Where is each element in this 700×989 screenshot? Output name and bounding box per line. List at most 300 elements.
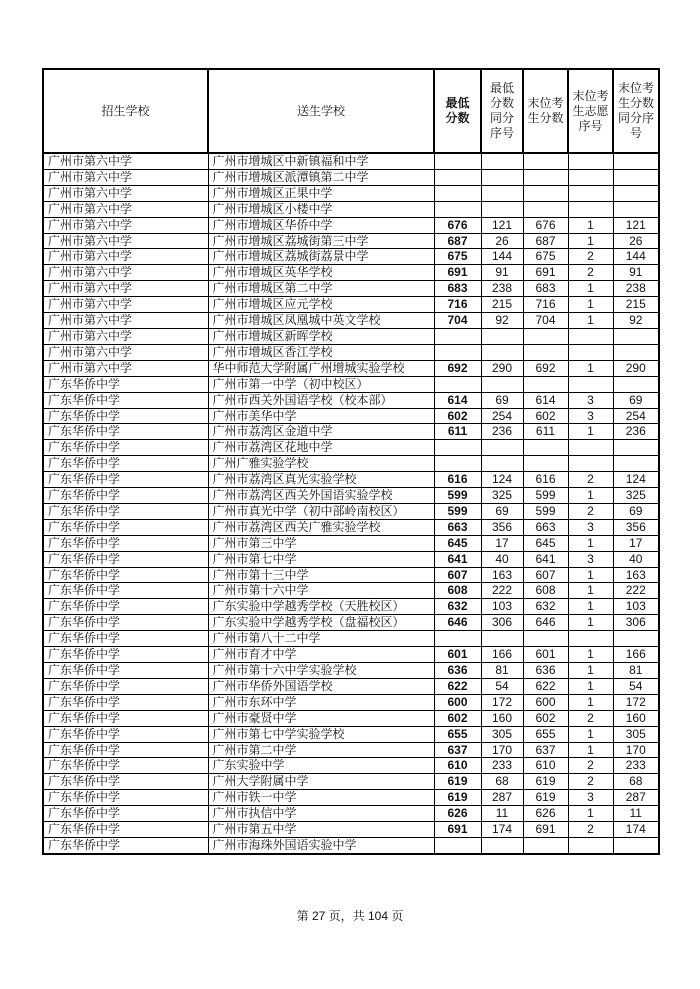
- table-row: [43, 344, 659, 360]
- sending-school-cell: 广州市增城区中新镇福和中学: [208, 153, 434, 169]
- last-candidate-score-tie-seq-cell: 92: [613, 313, 659, 329]
- min-score-cell: [434, 456, 481, 472]
- sending-school-cell: 广东实验中学: [208, 758, 434, 774]
- recruiting-school-cell: 广东华侨中学: [43, 392, 208, 408]
- min-score-cell: [434, 440, 481, 456]
- last-candidate-score-cell: 602: [523, 408, 568, 424]
- last-candidate-choice-seq-cell: [568, 376, 613, 392]
- last-candidate-score-cell: 626: [523, 806, 568, 822]
- last-candidate-score-cell: 646: [523, 615, 568, 631]
- last-candidate-choice-seq-cell: [568, 169, 613, 185]
- table-row: [43, 217, 659, 233]
- last-candidate-choice-seq-cell: 1: [568, 694, 613, 710]
- last-candidate-choice-seq-cell: [568, 153, 613, 169]
- last-candidate-score-tie-seq-cell: 11: [613, 806, 659, 822]
- last-candidate-score-tie-seq-cell: [613, 376, 659, 392]
- min-score-tie-seq-cell: 325: [481, 488, 523, 504]
- min-score-cell: 611: [434, 424, 481, 440]
- last-candidate-score-cell: [523, 153, 568, 169]
- last-candidate-score-cell: 619: [523, 774, 568, 790]
- min-score-cell: [434, 837, 481, 853]
- table-row: [43, 185, 659, 201]
- min-score-cell: 600: [434, 694, 481, 710]
- table-row: [43, 392, 659, 408]
- sending-school-cell: 广州市增城区荔城街荔景中学: [208, 249, 434, 265]
- header-min-score-tie-seq: 最低分数同分序号: [481, 69, 523, 153]
- last-candidate-score-cell: 641: [523, 551, 568, 567]
- last-candidate-score-tie-seq-cell: 103: [613, 599, 659, 615]
- min-score-tie-seq-cell: 91: [481, 265, 523, 281]
- last-candidate-score-tie-seq-cell: [613, 328, 659, 344]
- table-row: [43, 488, 659, 504]
- table-row: [43, 424, 659, 440]
- sending-school-cell: 广州市真光中学（初中部岭南校区）: [208, 503, 434, 519]
- table-row: [43, 360, 659, 376]
- min-score-cell: 646: [434, 615, 481, 631]
- min-score-cell: 716: [434, 297, 481, 313]
- recruiting-school-cell: 广州市第六中学: [43, 233, 208, 249]
- last-candidate-score-cell: 599: [523, 488, 568, 504]
- sending-school-cell: 广州市第十三中学: [208, 567, 434, 583]
- min-score-cell: 616: [434, 472, 481, 488]
- admission-score-table: [42, 68, 660, 855]
- recruiting-school-cell: 广东华侨中学: [43, 551, 208, 567]
- recruiting-school-cell: 广东华侨中学: [43, 806, 208, 822]
- min-score-tie-seq-cell: 236: [481, 424, 523, 440]
- last-candidate-score-tie-seq-cell: 124: [613, 472, 659, 488]
- min-score-cell: 607: [434, 567, 481, 583]
- last-candidate-choice-seq-cell: 2: [568, 472, 613, 488]
- last-candidate-choice-seq-cell: 1: [568, 297, 613, 313]
- last-candidate-choice-seq-cell: 1: [568, 233, 613, 249]
- recruiting-school-cell: 广东华侨中学: [43, 488, 208, 504]
- min-score-cell: 645: [434, 535, 481, 551]
- recruiting-school-cell: 广州市第六中学: [43, 265, 208, 281]
- last-candidate-choice-seq-cell: 1: [568, 281, 613, 297]
- recruiting-school-cell: 广东华侨中学: [43, 726, 208, 742]
- last-candidate-score-cell: 637: [523, 742, 568, 758]
- header-last-candidate-score: 末位考生分数: [523, 69, 568, 153]
- last-candidate-choice-seq-cell: 1: [568, 647, 613, 663]
- min-score-cell: 622: [434, 678, 481, 694]
- min-score-tie-seq-cell: 124: [481, 472, 523, 488]
- last-candidate-score-tie-seq-cell: 236: [613, 424, 659, 440]
- last-candidate-choice-seq-cell: 2: [568, 710, 613, 726]
- min-score-tie-seq-cell: [481, 344, 523, 360]
- table-row: [43, 281, 659, 297]
- last-candidate-choice-seq-cell: 1: [568, 535, 613, 551]
- min-score-tie-seq-cell: 356: [481, 519, 523, 535]
- table-row: [43, 297, 659, 313]
- min-score-cell: 599: [434, 503, 481, 519]
- min-score-cell: 655: [434, 726, 481, 742]
- recruiting-school-cell: 广州市第六中学: [43, 281, 208, 297]
- recruiting-school-cell: 广州市第六中学: [43, 297, 208, 313]
- last-candidate-score-cell: 692: [523, 360, 568, 376]
- last-candidate-score-cell: 616: [523, 472, 568, 488]
- last-candidate-score-tie-seq-cell: [613, 201, 659, 217]
- min-score-tie-seq-cell: 68: [481, 774, 523, 790]
- table-row: [43, 663, 659, 679]
- sending-school-cell: 广州市荔湾区西关外国语实验学校: [208, 488, 434, 504]
- last-candidate-score-cell: 704: [523, 313, 568, 329]
- min-score-cell: 691: [434, 265, 481, 281]
- table-row: [43, 249, 659, 265]
- recruiting-school-cell: 广东华侨中学: [43, 456, 208, 472]
- recruiting-school-cell: 广东华侨中学: [43, 837, 208, 853]
- min-score-tie-seq-cell: 103: [481, 599, 523, 615]
- min-score-tie-seq-cell: 81: [481, 663, 523, 679]
- table-row: [43, 790, 659, 806]
- last-candidate-score-cell: 716: [523, 297, 568, 313]
- sending-school-cell: 广州市增城区香江学校: [208, 344, 434, 360]
- table-row: [43, 456, 659, 472]
- table-header: [43, 69, 659, 153]
- min-score-cell: [434, 328, 481, 344]
- last-candidate-score-tie-seq-cell: 215: [613, 297, 659, 313]
- min-score-tie-seq-cell: 290: [481, 360, 523, 376]
- min-score-cell: 637: [434, 742, 481, 758]
- last-candidate-choice-seq-cell: [568, 201, 613, 217]
- last-candidate-score-tie-seq-cell: 306: [613, 615, 659, 631]
- table-row: [43, 503, 659, 519]
- last-candidate-score-tie-seq-cell: 233: [613, 758, 659, 774]
- last-candidate-choice-seq-cell: 2: [568, 265, 613, 281]
- last-candidate-score-cell: 632: [523, 599, 568, 615]
- min-score-cell: 601: [434, 647, 481, 663]
- min-score-tie-seq-cell: [481, 376, 523, 392]
- min-score-cell: 602: [434, 710, 481, 726]
- last-candidate-score-cell: 676: [523, 217, 568, 233]
- last-candidate-score-tie-seq-cell: 174: [613, 822, 659, 838]
- recruiting-school-cell: 广州市第六中学: [43, 360, 208, 376]
- sending-school-cell: 广州市铁一中学: [208, 790, 434, 806]
- last-candidate-score-tie-seq-cell: [613, 631, 659, 647]
- min-score-tie-seq-cell: [481, 456, 523, 472]
- last-candidate-score-tie-seq-cell: 54: [613, 678, 659, 694]
- min-score-tie-seq-cell: 305: [481, 726, 523, 742]
- sending-school-cell: 华中师范大学附属广州增城实验学校: [208, 360, 434, 376]
- last-candidate-choice-seq-cell: [568, 837, 613, 853]
- header-last-candidate-choice-seq: 末位考生志愿序号: [568, 69, 613, 153]
- min-score-cell: [434, 201, 481, 217]
- min-score-tie-seq-cell: [481, 837, 523, 853]
- recruiting-school-cell: 广东华侨中学: [43, 710, 208, 726]
- table-row: [43, 806, 659, 822]
- min-score-cell: 619: [434, 774, 481, 790]
- last-candidate-choice-seq-cell: 1: [568, 806, 613, 822]
- last-candidate-score-tie-seq-cell: 305: [613, 726, 659, 742]
- table-row: [43, 678, 659, 694]
- recruiting-school-cell: 广东华侨中学: [43, 408, 208, 424]
- min-score-cell: 691: [434, 822, 481, 838]
- recruiting-school-cell: 广东华侨中学: [43, 694, 208, 710]
- last-candidate-choice-seq-cell: 3: [568, 392, 613, 408]
- min-score-tie-seq-cell: [481, 185, 523, 201]
- min-score-cell: 599: [434, 488, 481, 504]
- last-candidate-choice-seq-cell: 1: [568, 678, 613, 694]
- min-score-cell: 614: [434, 392, 481, 408]
- min-score-tie-seq-cell: [481, 153, 523, 169]
- min-score-tie-seq-cell: 40: [481, 551, 523, 567]
- last-candidate-choice-seq-cell: [568, 344, 613, 360]
- recruiting-school-cell: 广州市第六中学: [43, 344, 208, 360]
- last-candidate-score-tie-seq-cell: 170: [613, 742, 659, 758]
- min-score-cell: 619: [434, 790, 481, 806]
- min-score-tie-seq-cell: 222: [481, 583, 523, 599]
- last-candidate-score-cell: [523, 185, 568, 201]
- last-candidate-score-cell: 691: [523, 822, 568, 838]
- min-score-tie-seq-cell: 215: [481, 297, 523, 313]
- table-row: [43, 599, 659, 615]
- last-candidate-score-cell: [523, 328, 568, 344]
- sending-school-cell: 广州市华侨外国语学校: [208, 678, 434, 694]
- min-score-cell: [434, 344, 481, 360]
- min-score-cell: 608: [434, 583, 481, 599]
- last-candidate-score-tie-seq-cell: 160: [613, 710, 659, 726]
- recruiting-school-cell: 广东华侨中学: [43, 647, 208, 663]
- last-candidate-score-cell: 675: [523, 249, 568, 265]
- min-score-tie-seq-cell: [481, 169, 523, 185]
- recruiting-school-cell: 广东华侨中学: [43, 790, 208, 806]
- min-score-tie-seq-cell: 92: [481, 313, 523, 329]
- min-score-tie-seq-cell: 254: [481, 408, 523, 424]
- table-row: [43, 631, 659, 647]
- table-row: [43, 694, 659, 710]
- recruiting-school-cell: 广州市第六中学: [43, 217, 208, 233]
- last-candidate-choice-seq-cell: 3: [568, 519, 613, 535]
- header-min-score: 最低分数: [434, 69, 481, 153]
- min-score-tie-seq-cell: 306: [481, 615, 523, 631]
- last-candidate-score-cell: 683: [523, 281, 568, 297]
- recruiting-school-cell: 广州市第六中学: [43, 201, 208, 217]
- sending-school-cell: 广州大学附属中学: [208, 774, 434, 790]
- min-score-cell: [434, 376, 481, 392]
- recruiting-school-cell: 广东华侨中学: [43, 822, 208, 838]
- last-candidate-score-tie-seq-cell: 17: [613, 535, 659, 551]
- min-score-tie-seq-cell: 233: [481, 758, 523, 774]
- min-score-tie-seq-cell: [481, 440, 523, 456]
- table-row: [43, 774, 659, 790]
- min-score-tie-seq-cell: [481, 201, 523, 217]
- sending-school-cell: 广州市荔湾区西关广雅实验学校: [208, 519, 434, 535]
- sending-school-cell: 广州市西关外国语学校（校本部）: [208, 392, 434, 408]
- last-candidate-score-tie-seq-cell: 238: [613, 281, 659, 297]
- sending-school-cell: 广州市海珠外国语实验中学: [208, 837, 434, 853]
- header-row: [43, 69, 659, 153]
- recruiting-school-cell: 广东华侨中学: [43, 663, 208, 679]
- last-candidate-score-tie-seq-cell: 222: [613, 583, 659, 599]
- last-candidate-choice-seq-cell: 3: [568, 790, 613, 806]
- table-row: [43, 153, 659, 169]
- sending-school-cell: 广州广雅实验学校: [208, 456, 434, 472]
- sending-school-cell: 广州市第五中学: [208, 822, 434, 838]
- last-candidate-score-tie-seq-cell: [613, 344, 659, 360]
- min-score-tie-seq-cell: 170: [481, 742, 523, 758]
- table-row: [43, 758, 659, 774]
- last-candidate-score-cell: 608: [523, 583, 568, 599]
- table-row: [43, 519, 659, 535]
- table-row: [43, 440, 659, 456]
- sending-school-cell: 广州市第十六中学: [208, 583, 434, 599]
- last-candidate-score-tie-seq-cell: 144: [613, 249, 659, 265]
- recruiting-school-cell: 广东华侨中学: [43, 758, 208, 774]
- min-score-tie-seq-cell: 172: [481, 694, 523, 710]
- table-row: [43, 647, 659, 663]
- last-candidate-score-tie-seq-cell: [613, 169, 659, 185]
- min-score-tie-seq-cell: 174: [481, 822, 523, 838]
- last-candidate-choice-seq-cell: [568, 328, 613, 344]
- last-candidate-score-tie-seq-cell: [613, 185, 659, 201]
- sending-school-cell: 广州市育才中学: [208, 647, 434, 663]
- table-row: [43, 726, 659, 742]
- min-score-cell: 692: [434, 360, 481, 376]
- recruiting-school-cell: 广东华侨中学: [43, 376, 208, 392]
- sending-school-cell: 广州市第七中学: [208, 551, 434, 567]
- last-candidate-choice-seq-cell: 3: [568, 551, 613, 567]
- sending-school-cell: 广州市第三中学: [208, 535, 434, 551]
- sending-school-cell: 广州市增城区荔城街第三中学: [208, 233, 434, 249]
- table-row: [43, 201, 659, 217]
- min-score-cell: [434, 185, 481, 201]
- table-row: [43, 233, 659, 249]
- page-number-footer: 第 27 页，共 104 页: [296, 909, 404, 923]
- table-body: [43, 153, 659, 854]
- last-candidate-score-cell: 602: [523, 710, 568, 726]
- last-candidate-score-cell: [523, 344, 568, 360]
- min-score-tie-seq-cell: 121: [481, 217, 523, 233]
- sending-school-cell: 广州市第八十二中学: [208, 631, 434, 647]
- table-row: [43, 408, 659, 424]
- last-candidate-score-cell: 622: [523, 678, 568, 694]
- last-candidate-score-tie-seq-cell: 163: [613, 567, 659, 583]
- recruiting-school-cell: 广东华侨中学: [43, 472, 208, 488]
- min-score-cell: 704: [434, 313, 481, 329]
- min-score-cell: [434, 169, 481, 185]
- last-candidate-score-cell: 645: [523, 535, 568, 551]
- last-candidate-score-cell: 607: [523, 567, 568, 583]
- last-candidate-score-tie-seq-cell: 172: [613, 694, 659, 710]
- last-candidate-score-cell: 614: [523, 392, 568, 408]
- last-candidate-score-tie-seq-cell: [613, 837, 659, 853]
- min-score-tie-seq-cell: 238: [481, 281, 523, 297]
- min-score-tie-seq-cell: [481, 328, 523, 344]
- table-row: [43, 551, 659, 567]
- last-candidate-choice-seq-cell: 1: [568, 726, 613, 742]
- last-candidate-score-cell: [523, 631, 568, 647]
- last-candidate-score-tie-seq-cell: 254: [613, 408, 659, 424]
- last-candidate-choice-seq-cell: [568, 185, 613, 201]
- min-score-tie-seq-cell: 144: [481, 249, 523, 265]
- last-candidate-score-tie-seq-cell: 166: [613, 647, 659, 663]
- last-candidate-choice-seq-cell: 1: [568, 488, 613, 504]
- sending-school-cell: 广州市荔湾区金道中学: [208, 424, 434, 440]
- recruiting-school-cell: 广东华侨中学: [43, 599, 208, 615]
- last-candidate-score-cell: [523, 201, 568, 217]
- sending-school-cell: 广州市增城区派潭镇第二中学: [208, 169, 434, 185]
- last-candidate-score-cell: 663: [523, 519, 568, 535]
- min-score-cell: [434, 631, 481, 647]
- table-row: [43, 837, 659, 853]
- last-candidate-choice-seq-cell: [568, 631, 613, 647]
- table-row: [43, 742, 659, 758]
- sending-school-cell: 广州市荔湾区花地中学: [208, 440, 434, 456]
- min-score-tie-seq-cell: 17: [481, 535, 523, 551]
- last-candidate-choice-seq-cell: 1: [568, 360, 613, 376]
- header-last-candidate-score-tie-seq: 末位考生分数同分序号: [613, 69, 659, 153]
- last-candidate-score-cell: 691: [523, 265, 568, 281]
- recruiting-school-cell: 广东华侨中学: [43, 631, 208, 647]
- sending-school-cell: 广州市东环中学: [208, 694, 434, 710]
- last-candidate-score-cell: 655: [523, 726, 568, 742]
- last-candidate-choice-seq-cell: [568, 440, 613, 456]
- min-score-cell: 626: [434, 806, 481, 822]
- sending-school-cell: 广州市增城区第二中学: [208, 281, 434, 297]
- last-candidate-score-tie-seq-cell: 121: [613, 217, 659, 233]
- last-candidate-score-tie-seq-cell: 26: [613, 233, 659, 249]
- header-recruiting-school: 招生学校: [43, 69, 208, 153]
- recruiting-school-cell: 广东华侨中学: [43, 742, 208, 758]
- last-candidate-score-cell: 611: [523, 424, 568, 440]
- last-candidate-score-cell: 619: [523, 790, 568, 806]
- last-candidate-score-tie-seq-cell: [613, 456, 659, 472]
- min-score-tie-seq-cell: 160: [481, 710, 523, 726]
- table-row: [43, 313, 659, 329]
- table-row: [43, 583, 659, 599]
- sending-school-cell: 广州市增城区小楼中学: [208, 201, 434, 217]
- recruiting-school-cell: 广东华侨中学: [43, 583, 208, 599]
- last-candidate-score-tie-seq-cell: 287: [613, 790, 659, 806]
- table-row: [43, 567, 659, 583]
- last-candidate-score-tie-seq-cell: 69: [613, 392, 659, 408]
- last-candidate-choice-seq-cell: 1: [568, 313, 613, 329]
- last-candidate-score-tie-seq-cell: 81: [613, 663, 659, 679]
- min-score-cell: 632: [434, 599, 481, 615]
- last-candidate-score-tie-seq-cell: 356: [613, 519, 659, 535]
- last-candidate-choice-seq-cell: 1: [568, 599, 613, 615]
- table-row: [43, 822, 659, 838]
- sending-school-cell: 广州市第二中学: [208, 742, 434, 758]
- min-score-tie-seq-cell: 26: [481, 233, 523, 249]
- recruiting-school-cell: 广东华侨中学: [43, 503, 208, 519]
- min-score-cell: [434, 153, 481, 169]
- sending-school-cell: 广州市执信中学: [208, 806, 434, 822]
- last-candidate-score-tie-seq-cell: 325: [613, 488, 659, 504]
- last-candidate-score-tie-seq-cell: [613, 440, 659, 456]
- min-score-tie-seq-cell: [481, 631, 523, 647]
- last-candidate-score-cell: 610: [523, 758, 568, 774]
- recruiting-school-cell: 广东华侨中学: [43, 567, 208, 583]
- table-row: [43, 535, 659, 551]
- last-candidate-score-tie-seq-cell: [613, 153, 659, 169]
- sending-school-cell: 广州市增城区应元学校: [208, 297, 434, 313]
- recruiting-school-cell: 广州市第六中学: [43, 185, 208, 201]
- table-row: [43, 615, 659, 631]
- sending-school-cell: 广州市第七中学实验学校: [208, 726, 434, 742]
- last-candidate-score-tie-seq-cell: 40: [613, 551, 659, 567]
- last-candidate-choice-seq-cell: 2: [568, 503, 613, 519]
- last-candidate-choice-seq-cell: 1: [568, 583, 613, 599]
- recruiting-school-cell: 广州市第六中学: [43, 313, 208, 329]
- sending-school-cell: 广州市第一中学（初中校区）: [208, 376, 434, 392]
- min-score-tie-seq-cell: 11: [481, 806, 523, 822]
- min-score-tie-seq-cell: 69: [481, 503, 523, 519]
- recruiting-school-cell: 广州市第六中学: [43, 169, 208, 185]
- sending-school-cell: 广州市美华中学: [208, 408, 434, 424]
- last-candidate-score-tie-seq-cell: 91: [613, 265, 659, 281]
- recruiting-school-cell: 广州市第六中学: [43, 153, 208, 169]
- last-candidate-score-tie-seq-cell: 69: [613, 503, 659, 519]
